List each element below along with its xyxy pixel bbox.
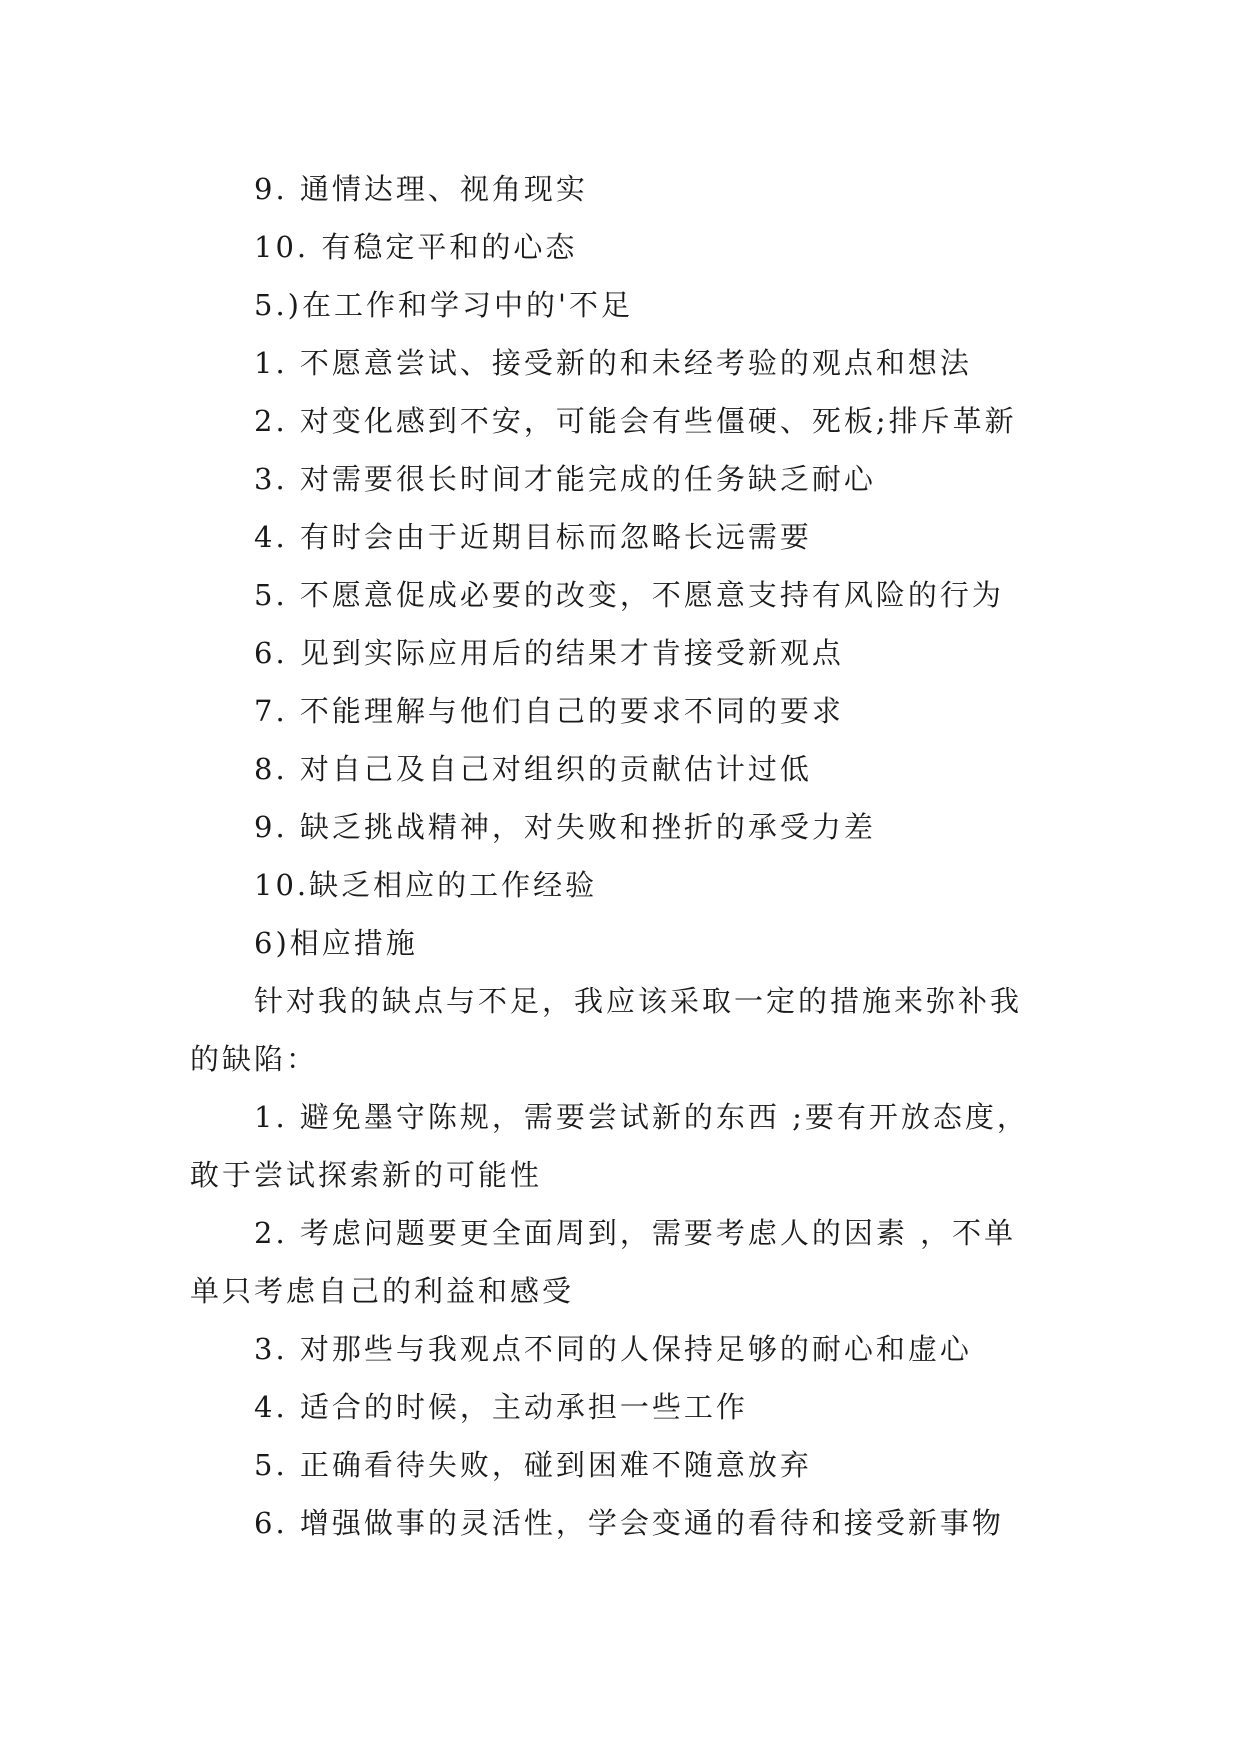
list-item: 3. 对那些与我观点不同的人保持足够的耐心和虚心 — [254, 1332, 972, 1366]
list-item: 1. 不愿意尝试、接受新的和未经考验的观点和想法 — [254, 346, 972, 380]
list-item: 5. 正确看待失败，碰到困难不随意放弃 — [254, 1448, 812, 1482]
list-item: 1. 避免墨守陈规，需要尝试新的东西 ;要有开放态度， — [254, 1100, 1029, 1134]
text-line: 10. 有稳定平和的心态 — [254, 230, 578, 264]
list-item: 10.缺乏相应的工作经验 — [254, 868, 598, 902]
list-item: 8. 对自己及自己对组织的贡献估计过低 — [254, 752, 812, 786]
list-item: 6. 增强做事的灵活性，学会变通的看待和接受新事物 — [254, 1506, 1004, 1540]
paragraph-line: 针对我的缺点与不足，我应该采取一定的措施来弥补我 — [254, 984, 1023, 1018]
paragraph-line: 的缺陷： — [190, 1042, 319, 1076]
list-item: 7. 不能理解与他们自己的要求不同的要求 — [254, 694, 844, 728]
list-item: 9. 缺乏挑战精神，对失败和挫折的承受力差 — [254, 810, 876, 844]
list-item: 3. 对需要很长时间才能完成的任务缺乏耐心 — [254, 462, 876, 496]
list-item: 4. 有时会由于近期目标而忽略长远需要 — [254, 520, 812, 554]
list-item: 4. 适合的时候，主动承担一些工作 — [254, 1390, 748, 1424]
section-heading: 5.)在工作和学习中的'不足 — [254, 288, 633, 322]
list-item: 5. 不愿意促成必要的改变，不愿意支持有风险的行为 — [254, 578, 1004, 612]
list-item: 2. 对变化感到不安，可能会有些僵硬、死板;排斥革新 — [254, 404, 1017, 438]
list-item-continuation: 敢于尝试探索新的可能性 — [190, 1158, 543, 1192]
text-line: 9. 通情达理、视角现实 — [254, 172, 588, 206]
list-item: 2. 考虑问题要更全面周到，需要考虑人的因素 ，不单 — [254, 1216, 1017, 1250]
list-item: 6. 见到实际应用后的结果才肯接受新观点 — [254, 636, 844, 670]
list-item-continuation: 单只考虑自己的利益和感受 — [190, 1274, 575, 1308]
document-body — [190, 160, 1070, 1552]
section-heading: 6)相应措施 — [254, 926, 418, 960]
